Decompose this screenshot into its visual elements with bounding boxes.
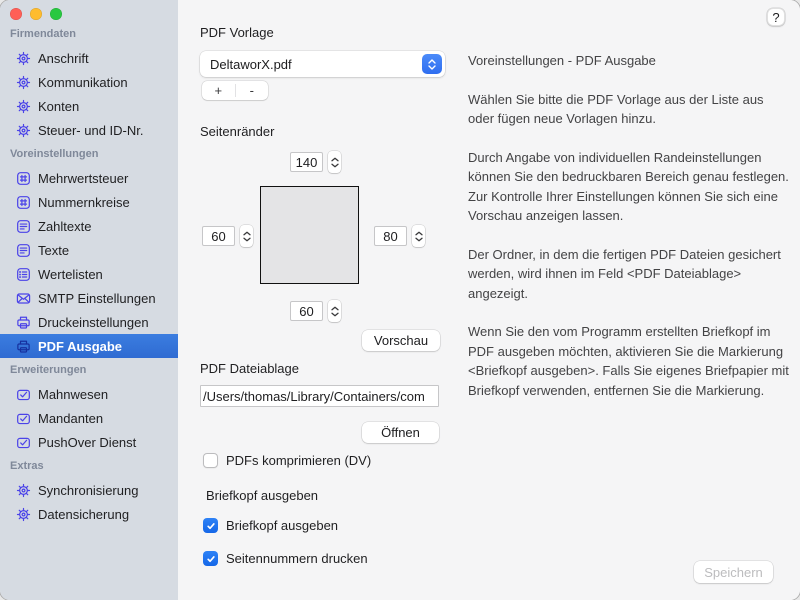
minimize-window-button[interactable] <box>30 8 42 20</box>
sidebar-section-voreinstellungen: Voreinstellungen <box>10 148 99 160</box>
document-icon <box>16 219 31 234</box>
margin-bottom-stepper[interactable] <box>328 300 341 322</box>
vorlage-add-remove-segment <box>202 81 268 100</box>
briefkopf-ausgeben-label: Briefkopf ausgeben <box>226 518 339 533</box>
sidebar-item-kommunikation[interactable]: Kommunikation <box>0 70 178 94</box>
sidebar-item-nummernkreise[interactable]: Nummernkreise <box>0 190 178 214</box>
document-icon <box>16 243 31 258</box>
sidebar-nav <box>0 22 178 526</box>
sidebar-item-druckeinstellungen[interactable]: Druckeinstellungen <box>0 310 178 334</box>
sidebar <box>0 0 178 600</box>
pdfs-komprimieren-label: PDFs komprimieren (DV) <box>226 453 372 468</box>
briefkopf-ausgeben-row[interactable] <box>203 518 338 533</box>
hash-icon <box>16 171 31 186</box>
sidebar-item-smtp-einstellungen[interactable]: SMTP Einstellungen <box>0 286 178 310</box>
sidebar-item-pushover-dienst[interactable]: PushOver Dienst <box>0 430 178 454</box>
pdf-vorlage-label: PDF Vorlage <box>200 25 274 40</box>
info-paragraph: Wählen Sie bitte die PDF Vorlage aus der Liste aus oder fügen neue Vorlagen hinzu. <box>468 91 764 126</box>
pdf-dateiablage-path-field[interactable] <box>200 385 439 407</box>
gear-icon <box>16 123 31 138</box>
info-paragraph: Wenn Sie den vom Programm erstellten Briefkopf im PDF ausgeben möchten, aktivieren Sie die Markierung <Briefkopf ausgeben>. Falls Sie eigenes Briefpapier mit Briefkopf verwenden, entfernen Sie die Markierung. <box>468 324 789 398</box>
zoom-window-button[interactable] <box>50 8 62 20</box>
sidebar-section-firmendaten: Firmendaten <box>10 28 77 40</box>
speichern-button[interactable]: Speichern <box>694 561 773 583</box>
margin-right-stepper[interactable] <box>412 225 425 247</box>
remove-vorlage-button[interactable]: - <box>249 83 254 98</box>
margin-left-stepper[interactable] <box>240 225 253 247</box>
sidebar-item-zahltexte[interactable]: Zahltexte <box>0 214 178 238</box>
gear-icon <box>16 483 31 498</box>
vorschau-button[interactable]: Vorschau <box>362 330 440 351</box>
window-controls <box>10 8 62 20</box>
pdf-vorlage-selected-value: DeltaworX.pdf <box>210 56 292 72</box>
edit-check-icon <box>16 435 31 450</box>
sidebar-section-erweiterungen: Erweiterungen <box>10 364 87 376</box>
sidebar-item-anschrift[interactable]: Anschrift <box>0 46 178 70</box>
envelope-icon <box>16 291 31 306</box>
gear-icon <box>16 507 31 522</box>
margin-right-field[interactable] <box>374 226 407 246</box>
add-vorlage-button[interactable]: + <box>214 83 223 98</box>
pdf-dateiablage-label: PDF Dateiablage <box>200 361 299 376</box>
pdfs-komprimieren-row[interactable] <box>203 453 371 468</box>
sidebar-item-pdf-ausgabe[interactable]: PDF Ausgabe <box>0 334 178 358</box>
margin-top-stepper[interactable] <box>328 151 341 173</box>
edit-check-icon <box>16 411 31 426</box>
seitennummern-drucken-row[interactable] <box>203 551 368 566</box>
printer-icon <box>16 339 31 354</box>
briefkopf-section-label: Briefkopf ausgeben <box>206 488 319 503</box>
printer-icon <box>16 315 31 330</box>
sidebar-section-extras: Extras <box>10 460 44 472</box>
sidebar-item-mahnwesen[interactable]: Mahnwesen <box>0 382 178 406</box>
margin-bottom-field[interactable] <box>290 301 323 321</box>
info-paragraph: Der Ordner, in dem die fertigen PDF Dateien gesichert werden, wird ihnen im Feld <PDF Dateiablage> angezeigt. <box>468 246 781 301</box>
info-paragraph: Durch Angabe von individuellen Randeinstellungen können Sie den bedruckbaren Bereich genau festlegen. Zur Kontrolle Ihrer Einstellungen können Sie sich eine Vorschau anzeigen lassen. <box>468 149 789 223</box>
list-icon <box>16 267 31 282</box>
sidebar-item-steuer-id-nr[interactable]: Steuer- und ID-Nr. <box>0 118 178 142</box>
oeffnen-button[interactable]: Öffnen <box>362 422 439 443</box>
seitennummern-drucken-label: Seitennummern drucken <box>226 551 368 566</box>
sidebar-item-konten[interactable]: Konten <box>0 94 178 118</box>
edit-check-icon <box>16 387 31 402</box>
main-panel <box>178 0 800 600</box>
margin-top-field[interactable] <box>290 152 323 172</box>
help-button[interactable]: ? <box>767 8 785 26</box>
info-panel <box>468 51 790 419</box>
seitennummern-drucken-checkbox[interactable] <box>203 551 218 566</box>
info-title: Voreinstellungen - PDF Ausgabe <box>468 53 656 68</box>
pdfs-komprimieren-checkbox[interactable] <box>203 453 218 468</box>
pdf-vorlage-popup[interactable] <box>200 51 445 77</box>
sidebar-item-mandanten[interactable]: Mandanten <box>0 406 178 430</box>
page-margin-preview <box>260 186 359 284</box>
margin-left-field[interactable] <box>202 226 235 246</box>
gear-icon <box>16 99 31 114</box>
hash-icon <box>16 195 31 210</box>
sidebar-item-datensicherung[interactable]: Datensicherung <box>0 502 178 526</box>
close-window-button[interactable] <box>10 8 22 20</box>
gear-icon <box>16 75 31 90</box>
briefkopf-ausgeben-checkbox[interactable] <box>203 518 218 533</box>
popup-chevrons-icon <box>422 54 442 74</box>
sidebar-item-texte[interactable]: Texte <box>0 238 178 262</box>
gear-icon <box>16 51 31 66</box>
sidebar-item-wertelisten[interactable]: Wertelisten <box>0 262 178 286</box>
sidebar-item-synchronisierung[interactable]: Synchronisierung <box>0 478 178 502</box>
seitenraender-label: Seitenränder <box>200 124 275 139</box>
sidebar-item-mehrwertsteuer[interactable]: Mehrwertsteuer <box>0 166 178 190</box>
